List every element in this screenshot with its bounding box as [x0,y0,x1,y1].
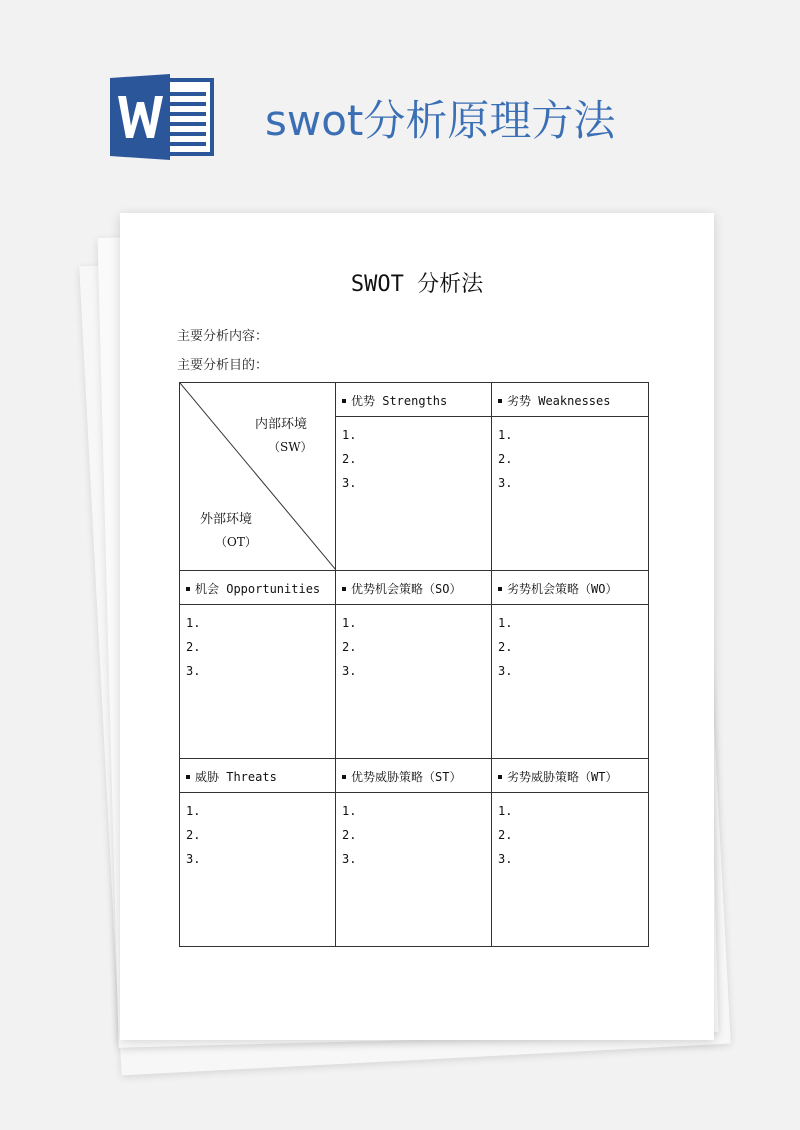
so-header: 优势机会策略（SO） [336,571,492,605]
list-item: 1. [342,804,357,818]
list-item: 2. [498,640,513,654]
list-item: 3. [498,664,513,678]
bullet-icon [342,587,346,591]
threats-header: 威胁 Threats [180,759,336,793]
external-code: （OT） [215,535,257,549]
list-item: 2. [498,828,513,842]
list-item: 2. [186,640,201,654]
list-item: 1. [186,616,201,630]
wt-header: 劣势威胁策略（WT） [492,759,649,793]
list-item: 1. [342,428,357,442]
strengths-body [336,417,492,571]
weaknesses-body [492,417,649,571]
st-header: 优势威胁策略（ST） [336,759,492,793]
list-item: 2. [498,452,513,466]
bullet-icon [186,775,190,779]
strengths-header: 优势 Strengths [336,383,492,417]
corner-cell [180,383,336,571]
list-item: 2. [342,640,357,654]
bullet-icon [342,399,346,403]
list-item: 2. [342,828,357,842]
document-title: SWOT 分析法 [350,272,484,297]
weaknesses-header: 劣势 Weaknesses [492,383,649,417]
word-logo-icon [110,74,214,160]
list-item: 3. [186,852,201,866]
list-item: 3. [186,664,201,678]
purpose-label: 主要分析目的： [177,358,269,373]
bullet-icon [498,399,502,403]
list-item: 1. [342,616,357,630]
content-label: 主要分析内容： [177,329,269,344]
threats-body [180,793,336,947]
wo-body [492,605,649,759]
list-item: 1. [498,616,513,630]
page-title: swot分析原理方法 [265,96,616,145]
bullet-icon [342,775,346,779]
internal-label: 内部环境 [255,417,308,432]
opportunities-body [180,605,336,759]
wo-header: 劣势机会策略（WO） [492,571,649,605]
internal-code: （SW） [268,440,313,454]
bullet-icon [186,587,190,591]
bullet-icon [498,587,502,591]
wt-body [492,793,649,947]
list-item: 3. [498,476,513,490]
list-item: 1. [498,804,513,818]
list-item: 1. [498,428,513,442]
list-item: 1. [186,804,201,818]
diagonal-line [180,383,336,570]
bullet-icon [498,775,502,779]
list-item: 2. [186,828,201,842]
external-label: 外部环境 [200,512,253,527]
so-body [336,605,492,759]
document-page [120,213,714,1040]
opportunities-header: 机会 Opportunities [180,571,336,605]
list-item: 3. [342,476,357,490]
list-item: 3. [342,852,357,866]
st-body [336,793,492,947]
list-item: 2. [342,452,357,466]
swot-table [179,382,649,947]
list-item: 3. [342,664,357,678]
list-item: 3. [498,852,513,866]
